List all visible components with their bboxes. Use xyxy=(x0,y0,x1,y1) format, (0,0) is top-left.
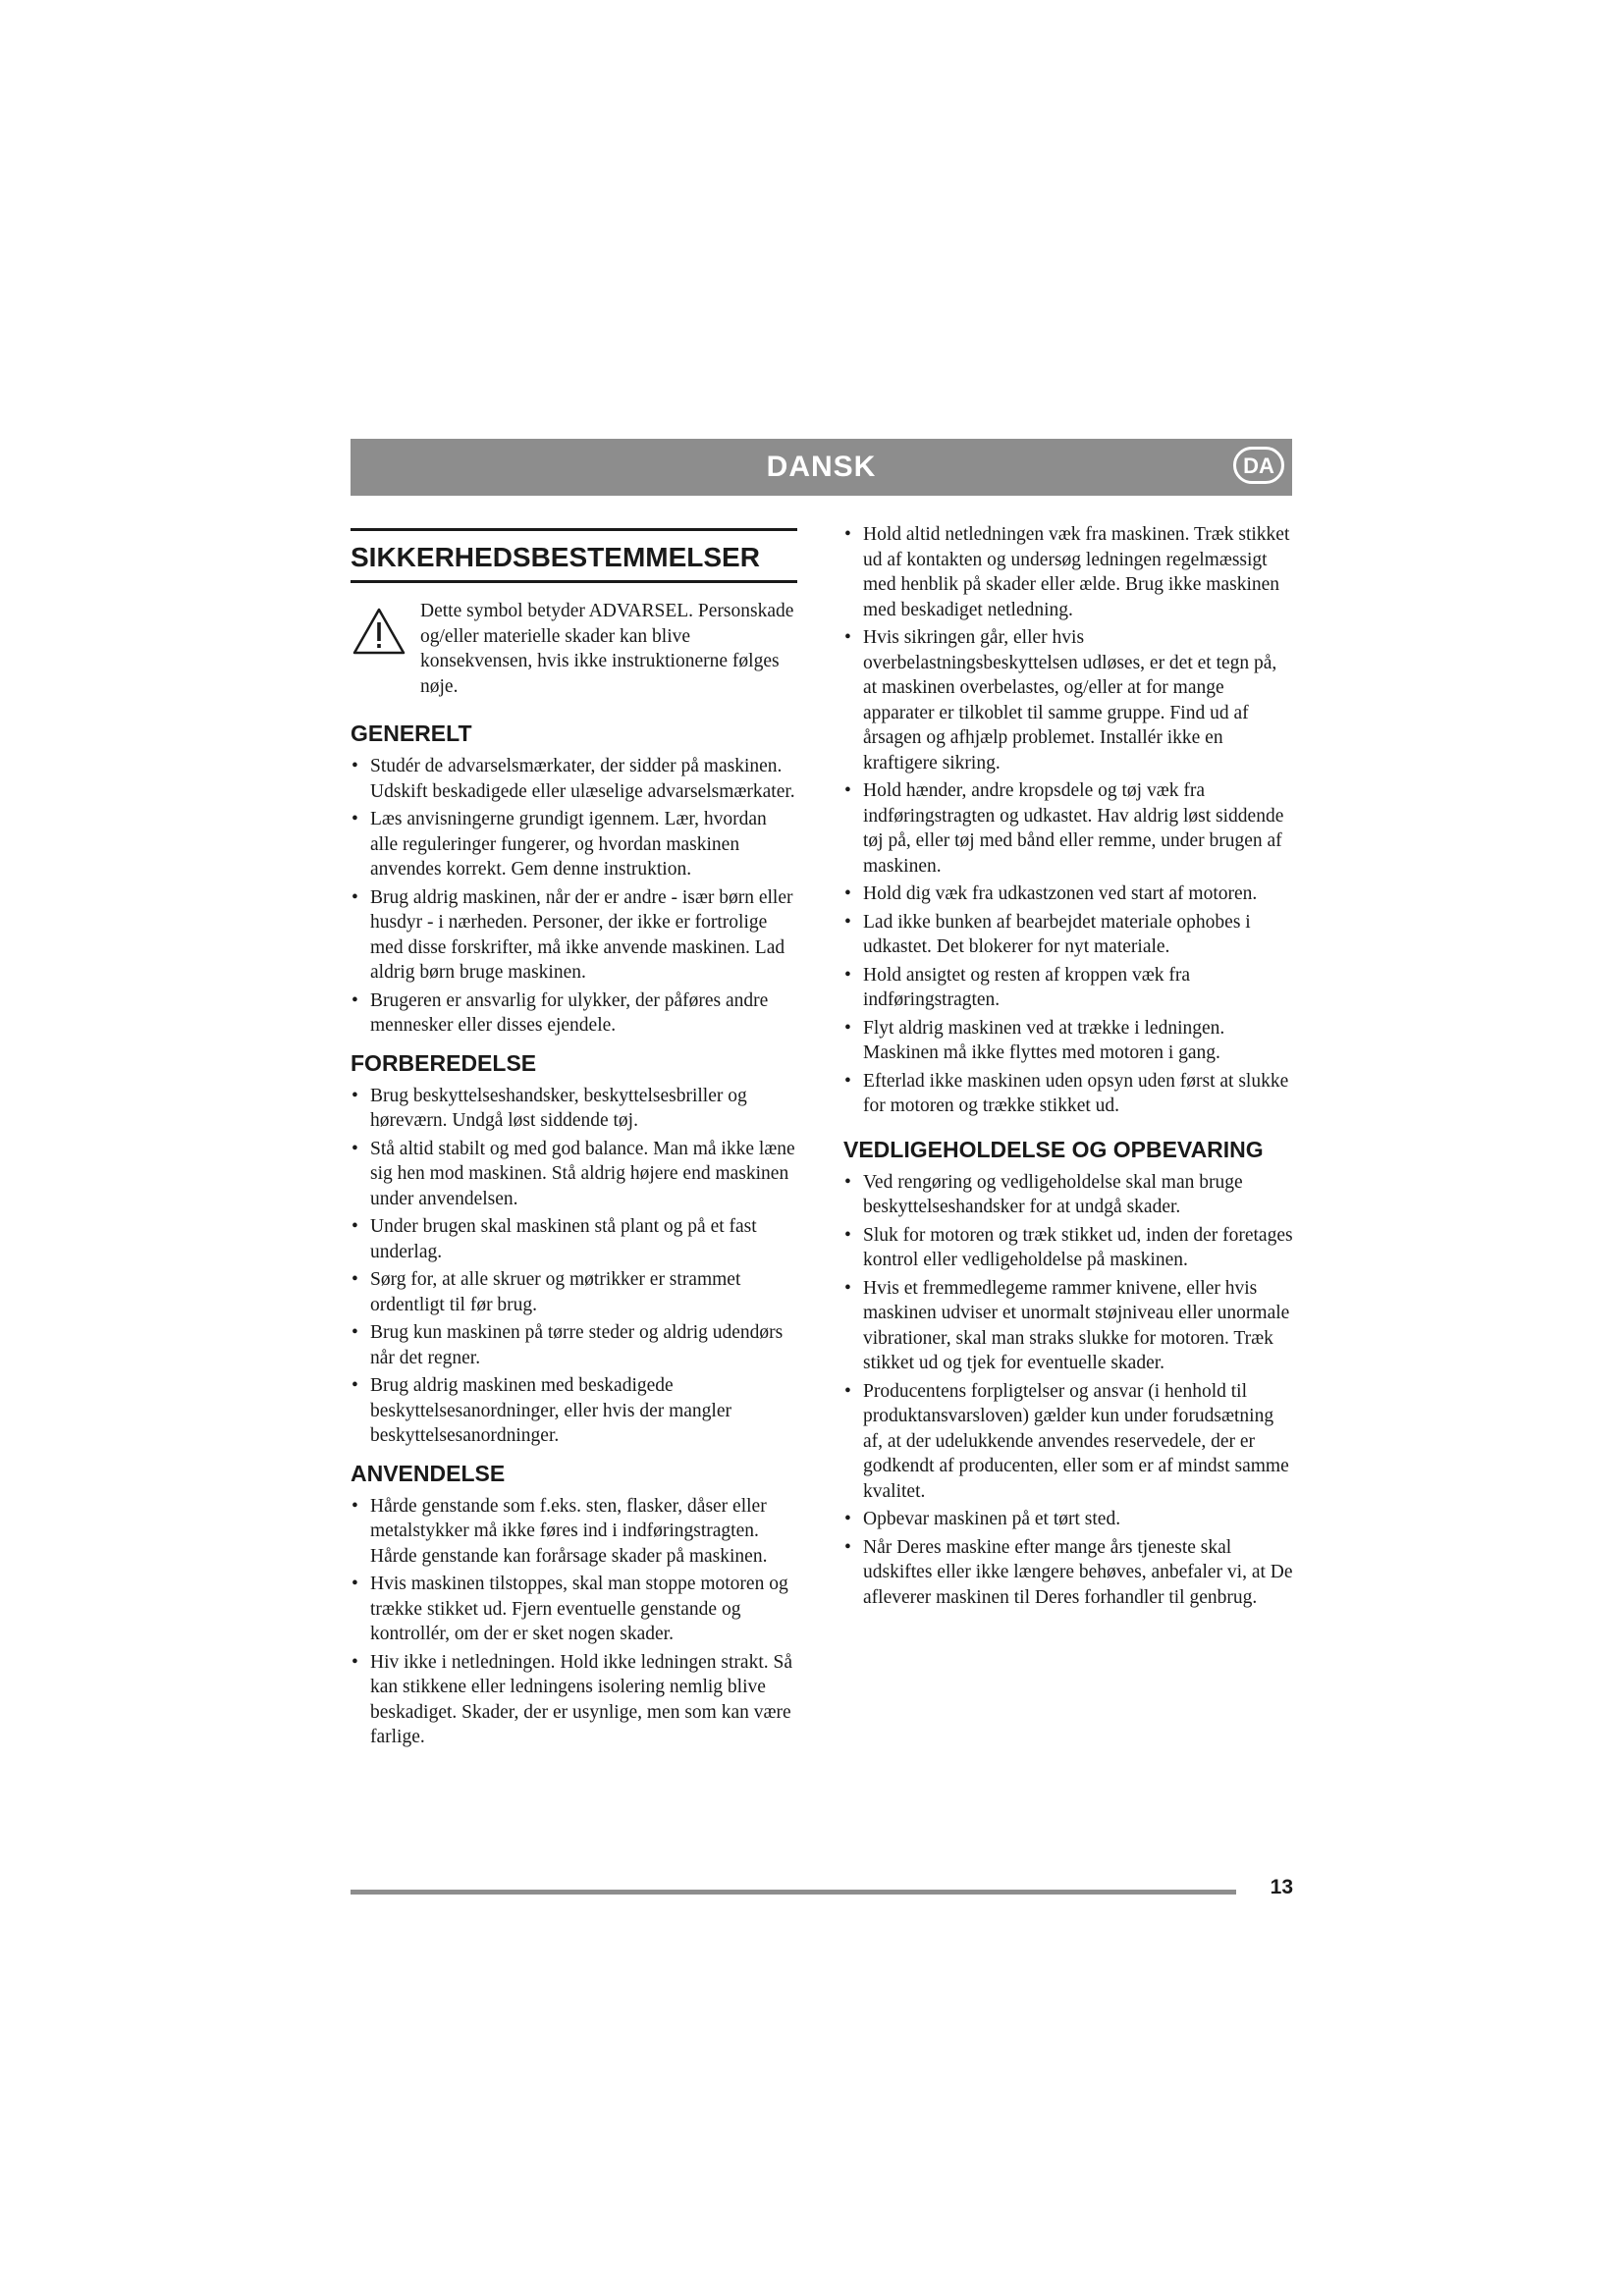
list-item: • Brug beskyttelseshandsker, beskyttelsesbriller og høreværn. Undgå løst siddende tøj. xyxy=(351,1084,797,1134)
list-item: • Brug aldrig maskinen, når der er andre - især børn eller husdyr - i nærheden. Personer, der ikke er fortrolige med disse forskrifter, må ikke anvende maskinen. Lad aldrig børn bruge maskinen. xyxy=(351,885,797,986)
list-item: • Under brugen skal maskinen stå plant og på et fast underlag. xyxy=(351,1214,797,1264)
list-item: • Hiv ikke i netledningen. Hold ikke ledningen strakt. Så kan stikkene eller ledningens isolering nemlig blive beskadiget. Skader, der er usynlige, men som kan være farlige. xyxy=(351,1650,797,1750)
list-item: • Flyt aldrig maskinen ved at trække i ledningen. Maskinen må ikke flyttes med motoren i gang. xyxy=(843,1016,1293,1066)
section-heading-forberedelse: FORBEREDELSE xyxy=(351,1049,537,1076)
vedligeholdelse-list xyxy=(843,1170,1293,1611)
language-title: DANSK xyxy=(766,451,877,483)
left-column xyxy=(351,522,797,1762)
list-item: • Hold hænder, andre kropsdele og tøj væk fra indføringstragten og udkastet. Hav aldrig løst siddende tøj på, eller tøj med bånd eller remme, under brugen af maskinen. xyxy=(843,778,1293,879)
list-item: • Hold altid netledningen væk fra maskinen. Træk stikket ud af kontakten og undersøg ledningen regelmæssigt med henblik på skader eller ælde. Brug ikke maskinen med beskadiget netledning. xyxy=(843,522,1293,622)
warning-text: Dette symbol betyder ADVARSEL. Personskade og/eller materielle skader kan blive konsekvensen, hvis ikke instruktionerne følges nøje. xyxy=(420,601,794,697)
footer-rule xyxy=(351,1890,1236,1895)
anvendelse-list-continued xyxy=(843,522,1293,1119)
list-item: • Sluk for motoren og træk stikket ud, inden der foretages kontrol eller vedligeholdelse på maskinen. xyxy=(843,1223,1293,1273)
section-heading-generelt: GENERELT xyxy=(351,721,472,746)
warning-notice xyxy=(351,599,797,699)
list-item: • Hvis et fremmedlegeme rammer knivene, eller hvis maskinen udviser et unormalt støjniveau eller unormale vibrationer, skal man straks slukke for motoren. Træk stikket ud og tjek for eventuelle skader. xyxy=(843,1276,1293,1376)
list-item: • Efterlad ikke maskinen uden opsyn uden først at slukke for motoren og trække stikket ud. xyxy=(843,1069,1293,1119)
list-item: • Producentens forpligtelser og ansvar (i henhold til produktansvarsloven) gælder kun under forudsætning af, at der udelukkende anvendes reservedele, der er godkendt af producenten, eller som er af mindst samme kvalitet. xyxy=(843,1379,1293,1505)
page-title: SIKKERHEDSBESTEMMELSER xyxy=(351,528,797,583)
list-item: • Hårde genstande som f.eks. sten, flasker, dåser eller metalstykker må ikke føres ind i indføringstragten. Hårde genstande kan forårsage skader på maskinen. xyxy=(351,1494,797,1570)
list-item: • Hvis sikringen går, eller hvis overbelastningsbeskyttelsen udløses, er det et tegn på, at maskinen overbelastes, og/eller at for mange apparater er tilkoblet til samme gruppe. Find ud af årsagen og afhjælp problemet. Installér ikke en kraftigere sikring. xyxy=(843,625,1293,775)
page-number: 13 xyxy=(1270,1876,1293,1898)
list-item: • Opbevar maskinen på et tørt sted. xyxy=(843,1507,1293,1532)
list-item: • Hold ansigtet og resten af kroppen væk fra indføringstragten. xyxy=(843,963,1293,1013)
section-heading-vedligeholdelse: VEDLIGEHOLDELSE OG OPBEVARING xyxy=(843,1136,1264,1162)
generelt-list xyxy=(351,754,797,1039)
list-item: • Stå altid stabilt og med god balance. Man må ikke læne sig hen mod maskinen. Stå aldrig højere end maskinen under anvendelsen. xyxy=(351,1137,797,1212)
list-item: • Brug aldrig maskinen med beskadigede beskyttelsesanordninger, eller hvis der mangler beskyttelsesanordninger. xyxy=(351,1373,797,1449)
list-item: • Lad ikke bunken af bearbejdet materiale ophobes i udkastet. Det blokerer for nyt materiale. xyxy=(843,910,1293,960)
list-item: • Studér de advarselsmærkater, der sidder på maskinen. Udskift beskadigede eller ulæselige advarselsmærkater. xyxy=(351,754,797,804)
anvendelse-list xyxy=(351,1494,797,1750)
list-item: • Sørg for, at alle skruer og møtrikker er strammet ordentligt til før brug. xyxy=(351,1267,797,1317)
section-heading-anvendelse: ANVENDELSE xyxy=(351,1460,506,1486)
right-column xyxy=(843,522,1293,1622)
list-item: • Ved rengøring og vedligeholdelse skal man bruge beskyttelseshandsker for at undgå skader. xyxy=(843,1170,1293,1220)
language-header-bar xyxy=(351,439,1292,496)
language-badge: DA xyxy=(1233,447,1284,484)
forberedelse-list xyxy=(351,1084,797,1449)
list-item: • Læs anvisningerne grundigt igennem. Lær, hvordan alle reguleringer fungerer, og hvordan maskinen anvendes korrekt. Gem denne instruktion. xyxy=(351,807,797,882)
list-item: • Brugeren er ansvarlig for ulykker, der påføres andre mennesker eller disses ejendele. xyxy=(351,988,797,1039)
list-item: • Når Deres maskine efter mange års tjeneste skal udskiftes eller ikke længere behøves, anbefaler vi, at De afleverer maskinen til Deres forhandler til genbrug. xyxy=(843,1535,1293,1611)
list-item: • Hold dig væk fra udkastzonen ved start af motoren. xyxy=(843,881,1293,907)
warning-triangle-icon xyxy=(352,607,406,656)
list-item: • Hvis maskinen tilstoppes, skal man stoppe motoren og trække stikket ud. Fjern eventuelle genstande og kontrollér, om der er sket nogen skader. xyxy=(351,1572,797,1647)
list-item: • Brug kun maskinen på tørre steder og aldrig udendørs når det regner. xyxy=(351,1320,797,1370)
